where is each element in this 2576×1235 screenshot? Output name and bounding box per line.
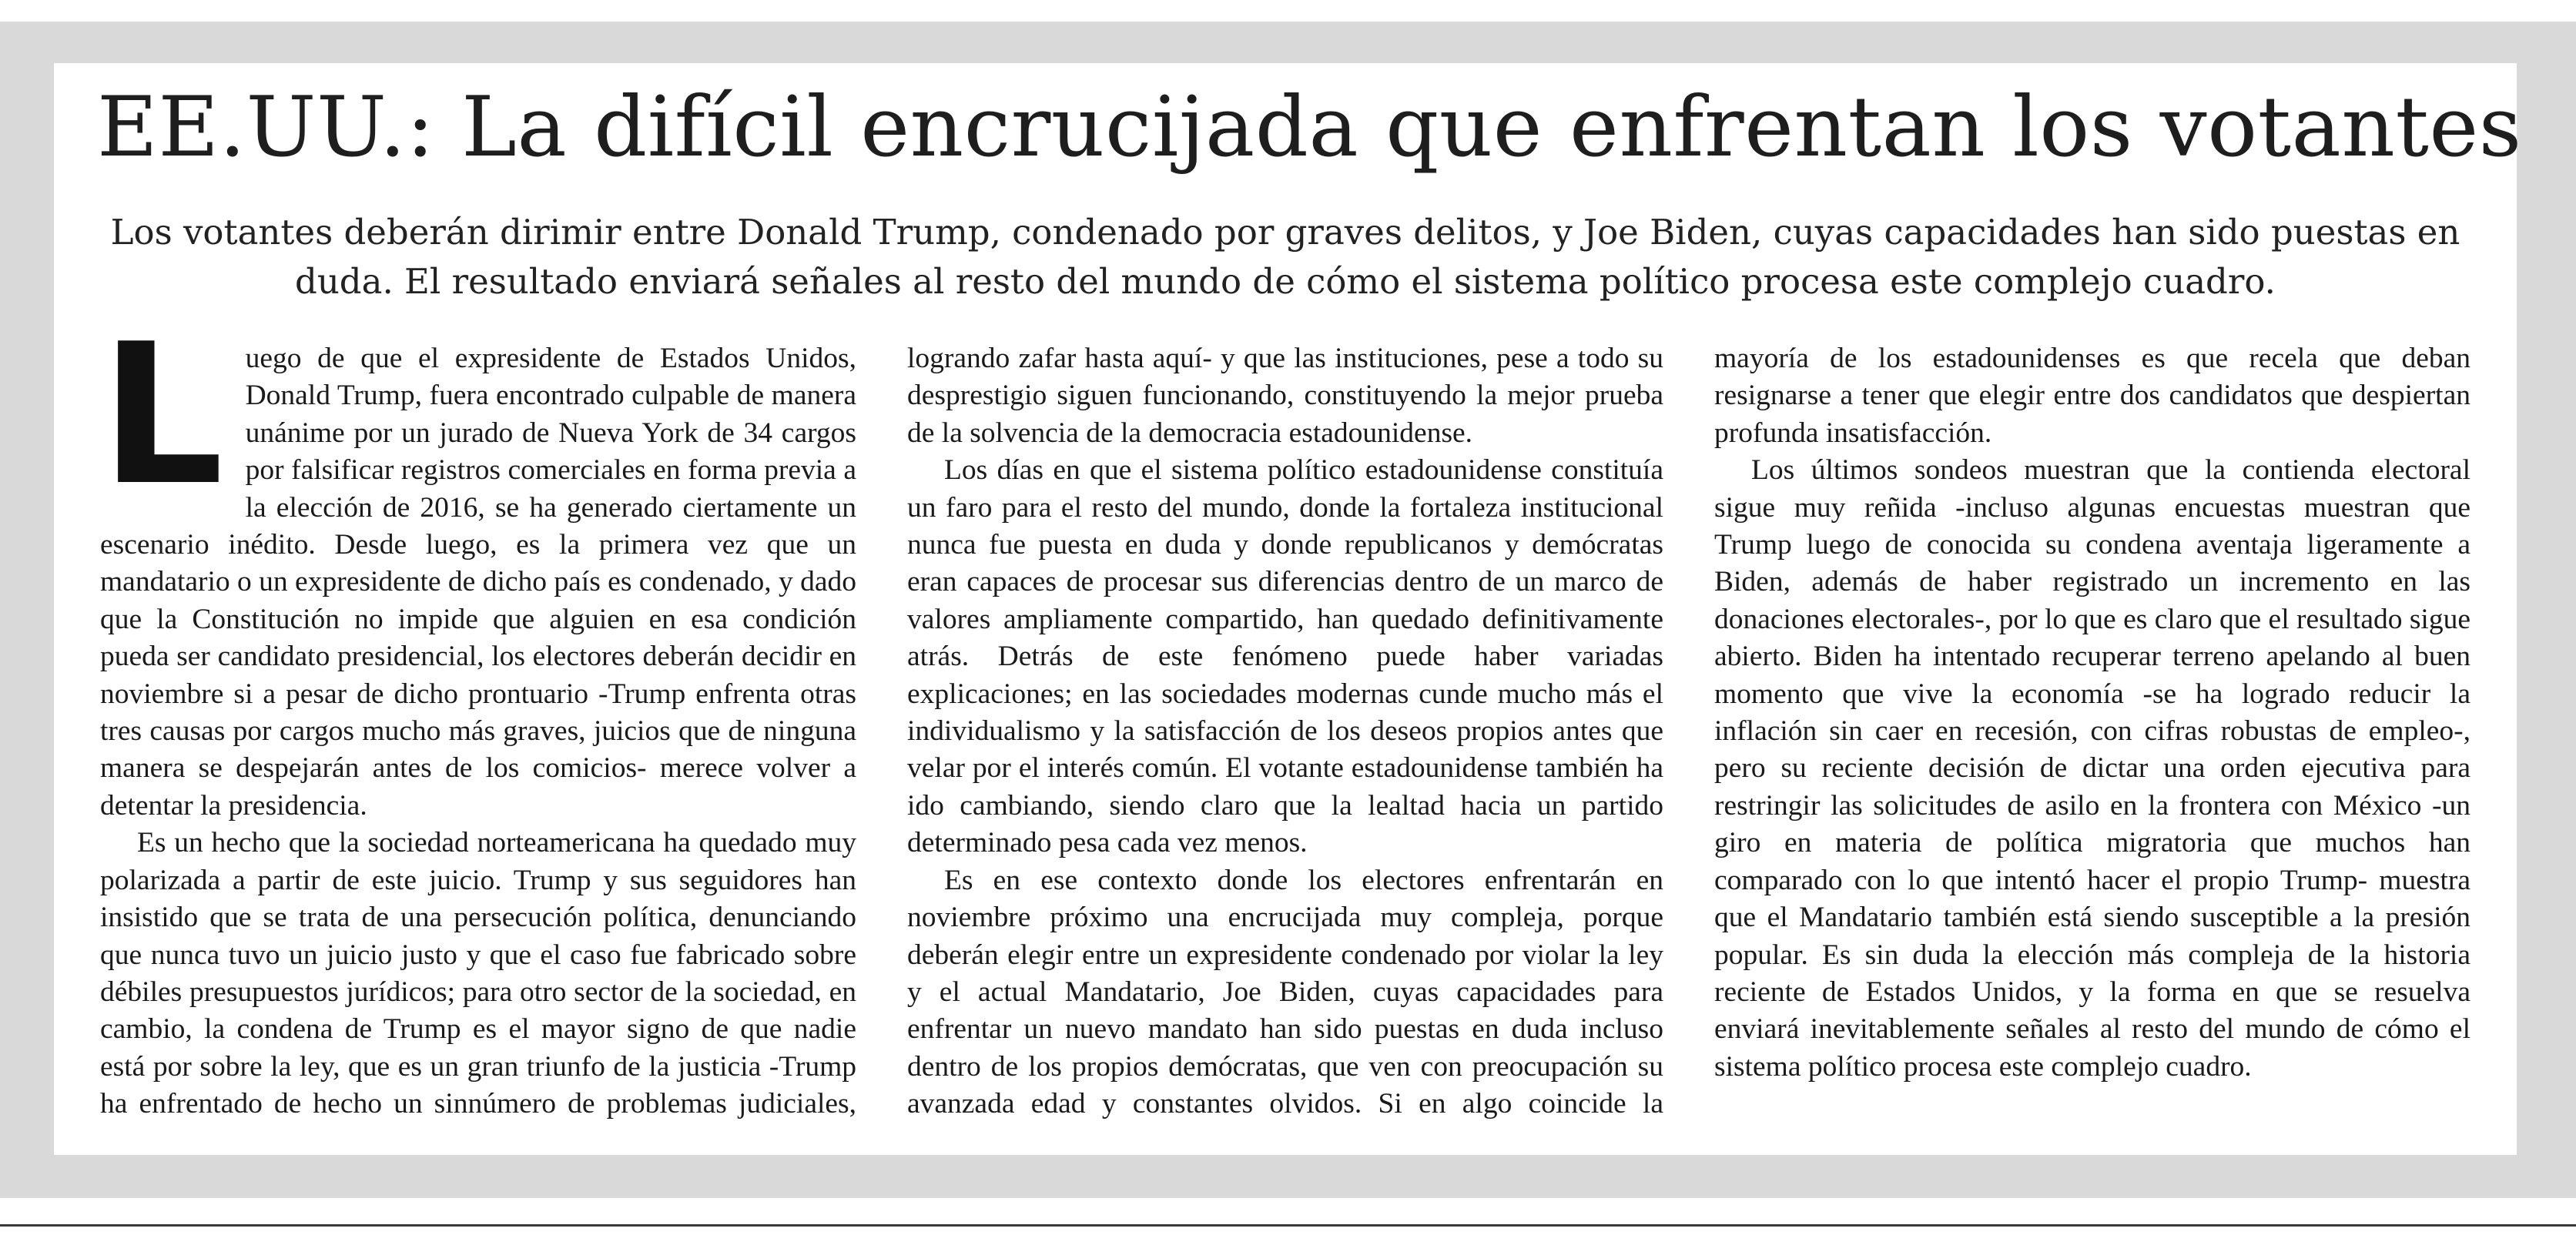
paragraph-2: Es un hecho que la sociedad norteamericana ha quedado muy polarizada a partir de este juicio. Trump y sus seguidores han insistido que se trata de una persecución política, denunciando que nunca tuvo un juicio justo y que el caso fue fabricado sobre débiles presupuestos jurídicos; para otro sector de la sociedad, en cambio, la condena de Trump es el mayor signo de que nadie está por sobre la ley, que es un gran triunfo de la justicia -Trump ha enfrentado de hecho un sinnúmero de problemas judiciales, logrando zafar hasta aquí- y que las instituciones, pese a todo su desprestigio siguen funcionando, constituyendo la mejor prueba de la solvencia de la democracia estadounidense. (100, 343, 1663, 1120)
editorial-article (54, 63, 2522, 1155)
bottom-rule (0, 1224, 2576, 1227)
paragraph-3: Los días en que el sistema político estadounidense constituía un faro para el resto del mundo, donde la fortaleza institucional nunca fue puesta en duda y donde republicanos y demócratas eran capaces de procesar sus diferencias dentro de un marco de valores ampliamente compartido, han quedado definitivamente atrás. Detrás de este fenómeno puede haber variadas explicaciones; en las sociedades modernas cunde mucho más el individualismo y la satisfacción de los deseos propios antes que velar por el interés común. El votante estadounidense también ha ido cambiando, siendo claro que la lealtad hacia un partido determinado pesa cada vez menos. (907, 454, 1663, 859)
paragraph-5: Los últimos sondeos muestran que la contienda electoral sigue muy reñida -incluso algunas encuestas muestran que Trump luego de conocida su condena aventaja ligeramente a Biden, además de haber registrado un incremento en las donaciones electorales-, por lo que es claro que el resultado sigue abierto. Biden ha intentado recuperar terreno apelando al buen momento que vive la economía -se ha logrado reducir la inflación sin caer en recesión, con cifras robustas de empleo-, pero su reciente decisión de dictar una orden ejecutiva para restringir las solicitudes de asilo en la frontera con México -un giro en materia de política migratoria que muchos han comparado con lo que intentó hacer el propio Trump- muestra que el Mandatario también está siendo susceptible a la presión popular. Es sin duda la elección más compleja de la historia reciente de Estados Unidos, y la forma en que se resuelva enviará inevitablemente señales al resto del mundo de cómo el sistema político procesa este complejo cuadro. (1714, 454, 2470, 1083)
headline: EE.UU.: La difícil encrucijada que enfrentan los votantes (97, 79, 2522, 176)
paragraph-1 (100, 303, 856, 825)
article-body (100, 303, 2470, 1141)
deck-subtitle: Los votantes deberán dirimir entre Donald Trump, condenado por graves delitos, y Joe Biden, cuyas capacidades han sido puestas en duda. El resultado enviará señales al resto del mundo de cómo el sistema político procesa este complejo cuadro. (110, 212, 2460, 302)
paragraph-1-text: uego de que el expresidente de Estados Unidos, Donald Trump, fuera encontrado culpable de manera unánime por un jurado de Nueva York de 34 cargos por falsificar registros comerciales en forma previa a la elección de 2016, se ha generado ciertamente un escenario inédito. Desde luego, es la primera vez que un mandatario o un expresidente de dicho país es condenado, y dado que la Constitución no impide que alguien en esa condición pueda ser candidato presidencial, los electores deberán decidir en noviembre si a pesar de dicho prontuario -Trump enfrenta otras tres causas por cargos mucho más graves, juicios que de ninguna manera se despejarán antes de los comicios- merece volver a detentar la presidencia. (100, 343, 856, 822)
paragraph-4: Es en ese contexto donde los electores enfrentarán en noviembre próximo una encrucijada muy compleja, porque deberán elegir entre un expresidente condenado por violar la ley y el actual Mandatario, Joe Biden, cuyas capacidades para enfrentar un nuevo mandato han sido puestas en duda incluso dentro de los propios demócratas, que ven con preocupación su avanzada edad y constantes olvidos. Si en algo coincide la mayoría de los estadounidenses es que recela que deban resignarse a tener que elegir entre dos candidatos que despiertan profunda insatisfacción. (907, 343, 2470, 1120)
drop-cap: L (100, 303, 224, 528)
